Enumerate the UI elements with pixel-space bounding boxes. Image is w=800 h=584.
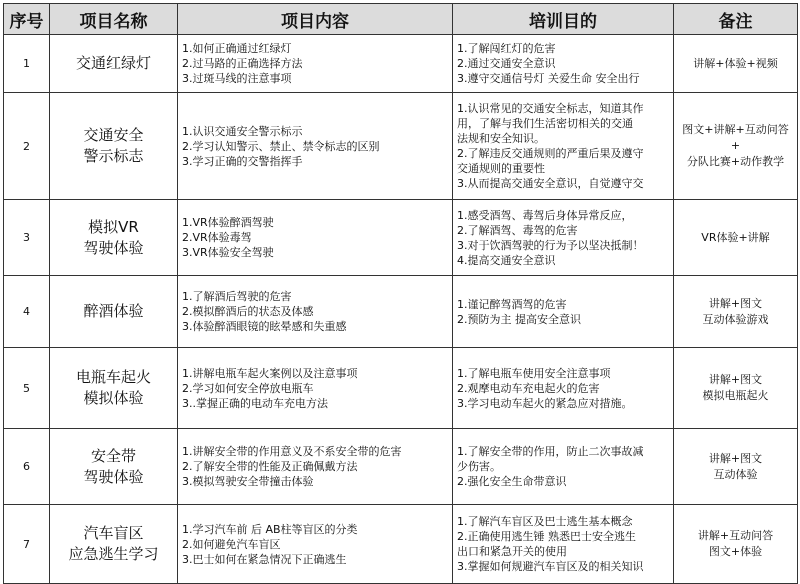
row-note: [674, 348, 798, 429]
row-note-line: 图文+体验: [708, 545, 763, 558]
row-goal: [453, 93, 674, 200]
row-goal-line: 1.了解电瓶车使用安全注意事项: [457, 366, 611, 380]
row-seq: 3: [4, 200, 50, 276]
row-name: [50, 505, 178, 584]
table-body: [4, 35, 798, 584]
row-content-line: 2.过马路的正确选择方法: [182, 57, 303, 70]
row-content-line: 1.讲解安全带的作用意义及不系安全带的危害: [182, 445, 402, 458]
row-goal: [453, 35, 674, 93]
table-row: [4, 93, 798, 200]
row-content-line: 1.了解酒后驾驶的危害: [182, 290, 292, 303]
row-goal-line: 法规和安全知识。: [457, 132, 545, 145]
row-seq: 7: [4, 505, 50, 584]
table-row: [4, 276, 798, 348]
row-goal-line: 2.强化安全生命带意识: [457, 475, 567, 488]
row-content: [178, 93, 453, 200]
row-note-line: 互动体验: [713, 467, 758, 481]
table-row: [4, 429, 798, 505]
row-goal-line: 2.通过交通安全意识: [457, 57, 556, 70]
row-content-line: 3.模拟驾驶安全带撞击体验: [182, 475, 314, 488]
row-goal-line: 2.正确使用逃生锤 熟悉巴士安全逃生: [457, 530, 636, 543]
row-goal-line: 3.掌握如何规避汽车盲区及的相关知识: [457, 560, 644, 573]
table-row: [4, 505, 798, 584]
row-name-line: 醉酒体验: [83, 302, 144, 320]
row-name: [50, 276, 178, 348]
row-content: [178, 348, 453, 429]
row-goal: [453, 505, 674, 584]
row-goal-line: 2.观摩电动车充电起火的危害: [457, 381, 600, 395]
row-note: [674, 505, 798, 584]
header-goal: 培训目的: [453, 4, 674, 35]
row-name: [50, 348, 178, 429]
row-name: [50, 35, 178, 93]
row-seq: 2: [4, 93, 50, 200]
row-content-line: 3.体验醉酒眼镜的眩晕感和失重感: [182, 320, 347, 333]
training-table: [3, 3, 798, 584]
row-note-line: 讲解+图文: [708, 451, 763, 465]
row-goal-line: 3.遵守交通信号灯 关爱生命 安全出行: [457, 72, 640, 85]
row-note: [674, 200, 798, 276]
row-goal-line: 1.了解安全带的作用，防止二次事故减: [457, 445, 644, 458]
row-goal-line: 3.从而提高交通安全意识，自觉遵守交: [457, 177, 644, 190]
row-goal: [453, 348, 674, 429]
row-content-line: 3.过斑马线的注意事项: [182, 72, 292, 85]
row-note: [674, 276, 798, 348]
row-content-line: 1.如何正确通过红绿灯: [182, 42, 292, 55]
row-note-line: 图文+讲解+互动问答: [682, 123, 789, 136]
row-name-line: 模拟体验: [83, 389, 144, 407]
row-note-line: +: [730, 139, 741, 152]
row-goal-line: 1.了解闯红灯的危害: [457, 42, 556, 55]
row-content-line: 3.巴士如何在紧急情况下正确逃生: [182, 552, 347, 566]
row-content-line: 1.学习汽车前 后 AB柱等盲区的分类: [182, 522, 358, 536]
row-goal-line: 1.认识常见的交通安全标志，知道其作: [457, 102, 644, 115]
row-content: [178, 505, 453, 584]
row-name-line: 安全带: [90, 446, 136, 465]
row-note-line: 讲解+图文: [708, 373, 763, 386]
row-goal: [453, 200, 674, 276]
table-row: [4, 348, 798, 429]
row-content: [178, 429, 453, 505]
row-content-line: 2.模拟醉酒后的状态及体感: [182, 305, 314, 318]
row-note-line: 讲解+体验+视频: [693, 56, 778, 70]
row-goal: [453, 276, 674, 348]
row-content: [178, 200, 453, 276]
row-goal-line: 2.了解违反交通规则的严重后果及遵守: [457, 147, 644, 160]
row-note-line: 互动体验游戏: [702, 312, 769, 326]
row-name-line: 模拟VR: [88, 217, 139, 236]
row-note: [674, 429, 798, 505]
row-content-line: 2.学习如何安全停放电瓶车: [182, 381, 314, 395]
row-seq: 6: [4, 429, 50, 505]
row-goal-line: 4.提高交通安全意识: [457, 253, 556, 267]
row-name-line: 交通红绿灯: [75, 54, 151, 72]
row-seq: 4: [4, 276, 50, 348]
row-content-line: 2.VR体验毒驾: [182, 231, 252, 244]
row-goal-line: 1.谨记醉驾酒驾的危害: [457, 297, 567, 311]
row-name-line: 警示标志: [83, 147, 144, 165]
table-row: [4, 200, 798, 276]
row-goal-line: 2.预防为主 提高安全意识: [457, 312, 581, 326]
row-name-line: 驾驶体验: [83, 238, 144, 257]
row-content-line: 1.讲解电瓶车起火案例以及注意事项: [182, 366, 358, 380]
row-goal-line: 交通规则的重要性: [457, 162, 545, 175]
header-note: 备注: [674, 4, 798, 35]
row-content-line: 1.认识交通安全警示标示: [182, 124, 303, 138]
row-content: [178, 35, 453, 93]
row-content-line: 3.VR体验安全驾驶: [182, 246, 274, 259]
row-content-line: 3..掌握正确的电动车充电方法: [182, 396, 328, 410]
row-name-line: 驾驶体验: [83, 467, 144, 486]
row-name-line: 应急逃生学习: [68, 545, 159, 563]
row-name: [50, 429, 178, 505]
row-content-line: 2.了解安全带的性能及正确佩戴方法: [182, 460, 358, 473]
row-name: [50, 93, 178, 200]
row-goal-line: 用，了解与我们生活密切相关的交通: [457, 117, 633, 130]
row-note: [674, 93, 798, 200]
row-content: [178, 276, 453, 348]
row-note-line: 模拟电瓶起火: [702, 389, 769, 402]
row-content-line: 2.学习认知警示、禁止、禁令标志的区别: [182, 139, 380, 153]
row-note-line: VR体验+讲解: [701, 230, 770, 244]
row-seq: 1: [4, 35, 50, 93]
row-goal-line: 2.了解酒驾、毒驾的危害: [457, 223, 578, 237]
row-note: [674, 35, 798, 93]
row-goal: [453, 429, 674, 505]
row-note-line: 讲解+图文: [708, 296, 763, 310]
row-goal-line: 1.感受酒驾、毒驾后身体异常反应，: [457, 208, 633, 222]
row-content-line: 2.如何避免汽车盲区: [182, 537, 281, 551]
row-content-line: 3.学习正确的交警指挥手: [182, 154, 303, 168]
row-goal-line: 出口和紧急开关的使用: [457, 545, 567, 558]
row-name-line: 电瓶车起火: [75, 368, 151, 386]
header-seq: 序号: [4, 4, 50, 35]
row-name-line: 交通安全: [83, 126, 144, 144]
row-goal-line: 1.了解汽车盲区及巴士逃生基本概念: [457, 515, 633, 528]
row-goal-line: 3.学习电动车起火的紧急应对措施。: [457, 396, 633, 410]
row-name: [50, 200, 178, 276]
header-row: [4, 4, 798, 35]
header-content: 项目内容: [178, 4, 453, 35]
row-seq: 5: [4, 348, 50, 429]
header-name: 项目名称: [50, 4, 178, 35]
row-note-line: 分队比赛+动作教学: [686, 155, 785, 168]
row-goal-line: 3.对于饮酒驾驶的行为予以坚决抵制！: [457, 238, 644, 252]
row-name-line: 汽车盲区: [83, 524, 144, 542]
row-content-line: 1.VR体验醉酒驾驶: [182, 216, 274, 229]
row-goal-line: 少伤害。: [457, 460, 501, 473]
row-note-line: 讲解+互动问答: [697, 529, 774, 542]
table-row: [4, 35, 798, 93]
